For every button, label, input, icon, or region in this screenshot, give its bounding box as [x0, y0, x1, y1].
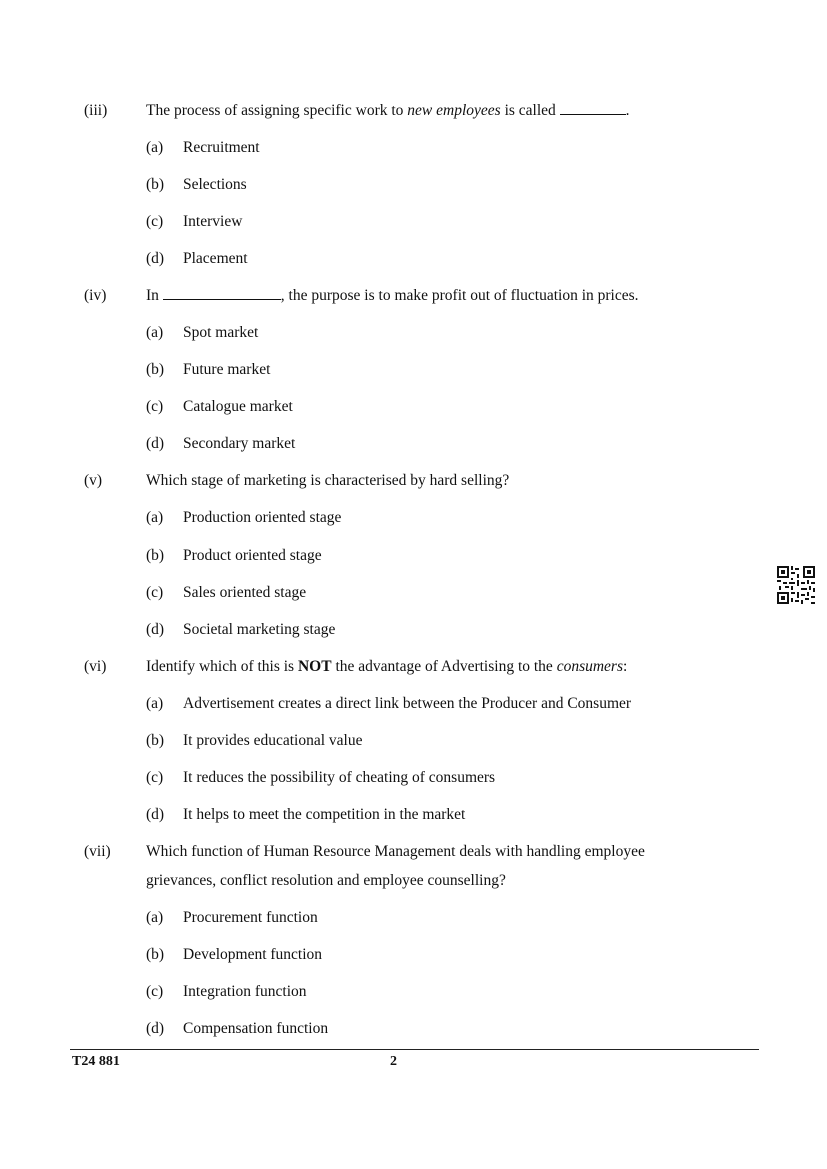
option-text: Selections: [183, 176, 247, 193]
option-text: Recruitment: [183, 139, 260, 156]
question-text-bold: NOT: [297, 658, 332, 675]
qr-code-icon: [776, 565, 816, 605]
option-letter: (a): [146, 324, 164, 341]
question-text-part: the advantage of Advertising to the: [331, 658, 557, 675]
option-text: Development function: [183, 946, 323, 963]
option-letter: (c): [146, 213, 164, 230]
question-text-italic: new employees: [407, 102, 501, 119]
footer-divider: [70, 1049, 759, 1050]
question-text-part: The process of assigning specific work to: [146, 102, 408, 119]
option-letter: (b): [146, 946, 165, 963]
question-text-part: , the purpose is to make profit out of fluctuation in prices.: [280, 287, 639, 304]
question-text: Which stage of marketing is characterised by hard selling?: [146, 472, 510, 489]
question-text: [146, 96, 706, 125]
option-text: Future market: [183, 361, 271, 378]
option-text: Catalogue market: [183, 398, 293, 415]
question-number: (iii): [84, 102, 108, 119]
option-letter: (b): [146, 732, 165, 749]
question-text: Which function of Human Resource Management deals with handling employee grievances, conflict resolution and employee counselling?: [146, 843, 645, 889]
option-letter: (c): [146, 584, 164, 601]
option-letter: (a): [146, 509, 164, 526]
option-text: Placement: [183, 250, 248, 267]
option-letter: (c): [146, 398, 164, 415]
option-text: Product oriented stage: [183, 547, 322, 564]
option-text: It provides educational value: [183, 732, 363, 749]
option-letter: (d): [146, 250, 165, 267]
option-text: Interview: [183, 213, 243, 230]
option-letter: (a): [146, 909, 164, 926]
option-text: Procurement function: [183, 909, 318, 926]
option-letter: (d): [146, 435, 165, 452]
option-letter: (b): [146, 361, 165, 378]
option-text: Spot market: [183, 324, 259, 341]
paper-code: T24 881: [72, 1054, 120, 1069]
option-letter: (c): [146, 769, 164, 786]
option-text: Compensation function: [183, 1020, 329, 1037]
option-text: Production oriented stage: [183, 509, 342, 526]
option-letter: (d): [146, 806, 165, 823]
answer-blank: [560, 102, 626, 115]
question-text-part: is called: [500, 102, 560, 119]
question-text: [146, 652, 706, 681]
option-text: Societal marketing stage: [183, 621, 336, 638]
question-number: (iv): [84, 287, 107, 304]
question-text-italic: consumers: [556, 658, 623, 675]
question-text-part: :: [623, 658, 628, 675]
page-number: 2: [390, 1054, 397, 1069]
question-text-part: .: [625, 102, 630, 119]
option-letter: (c): [146, 983, 164, 1000]
option-letter: (a): [146, 695, 164, 712]
option-text: Advertisement creates a direct link between the Producer and Consumer: [183, 695, 632, 712]
option-text: Integration function: [183, 983, 307, 1000]
question-number: (vi): [84, 658, 107, 675]
option-letter: (d): [146, 1020, 165, 1037]
option-text: It reduces the possibility of cheating of consumers: [183, 769, 496, 786]
question-text-part: Identify which of this is: [146, 658, 298, 675]
question-text-part: In: [146, 287, 163, 304]
option-text: It helps to meet the competition in the market: [183, 806, 466, 823]
option-text: Secondary market: [183, 435, 296, 452]
question-number: (v): [84, 472, 103, 489]
option-text: Sales oriented stage: [183, 584, 307, 601]
option-letter: (b): [146, 176, 165, 193]
option-letter: (a): [146, 139, 164, 156]
option-letter: (b): [146, 547, 165, 564]
option-letter: (d): [146, 621, 165, 638]
question-text: [146, 281, 706, 310]
answer-blank: [163, 287, 281, 300]
question-number: (vii): [84, 843, 111, 860]
